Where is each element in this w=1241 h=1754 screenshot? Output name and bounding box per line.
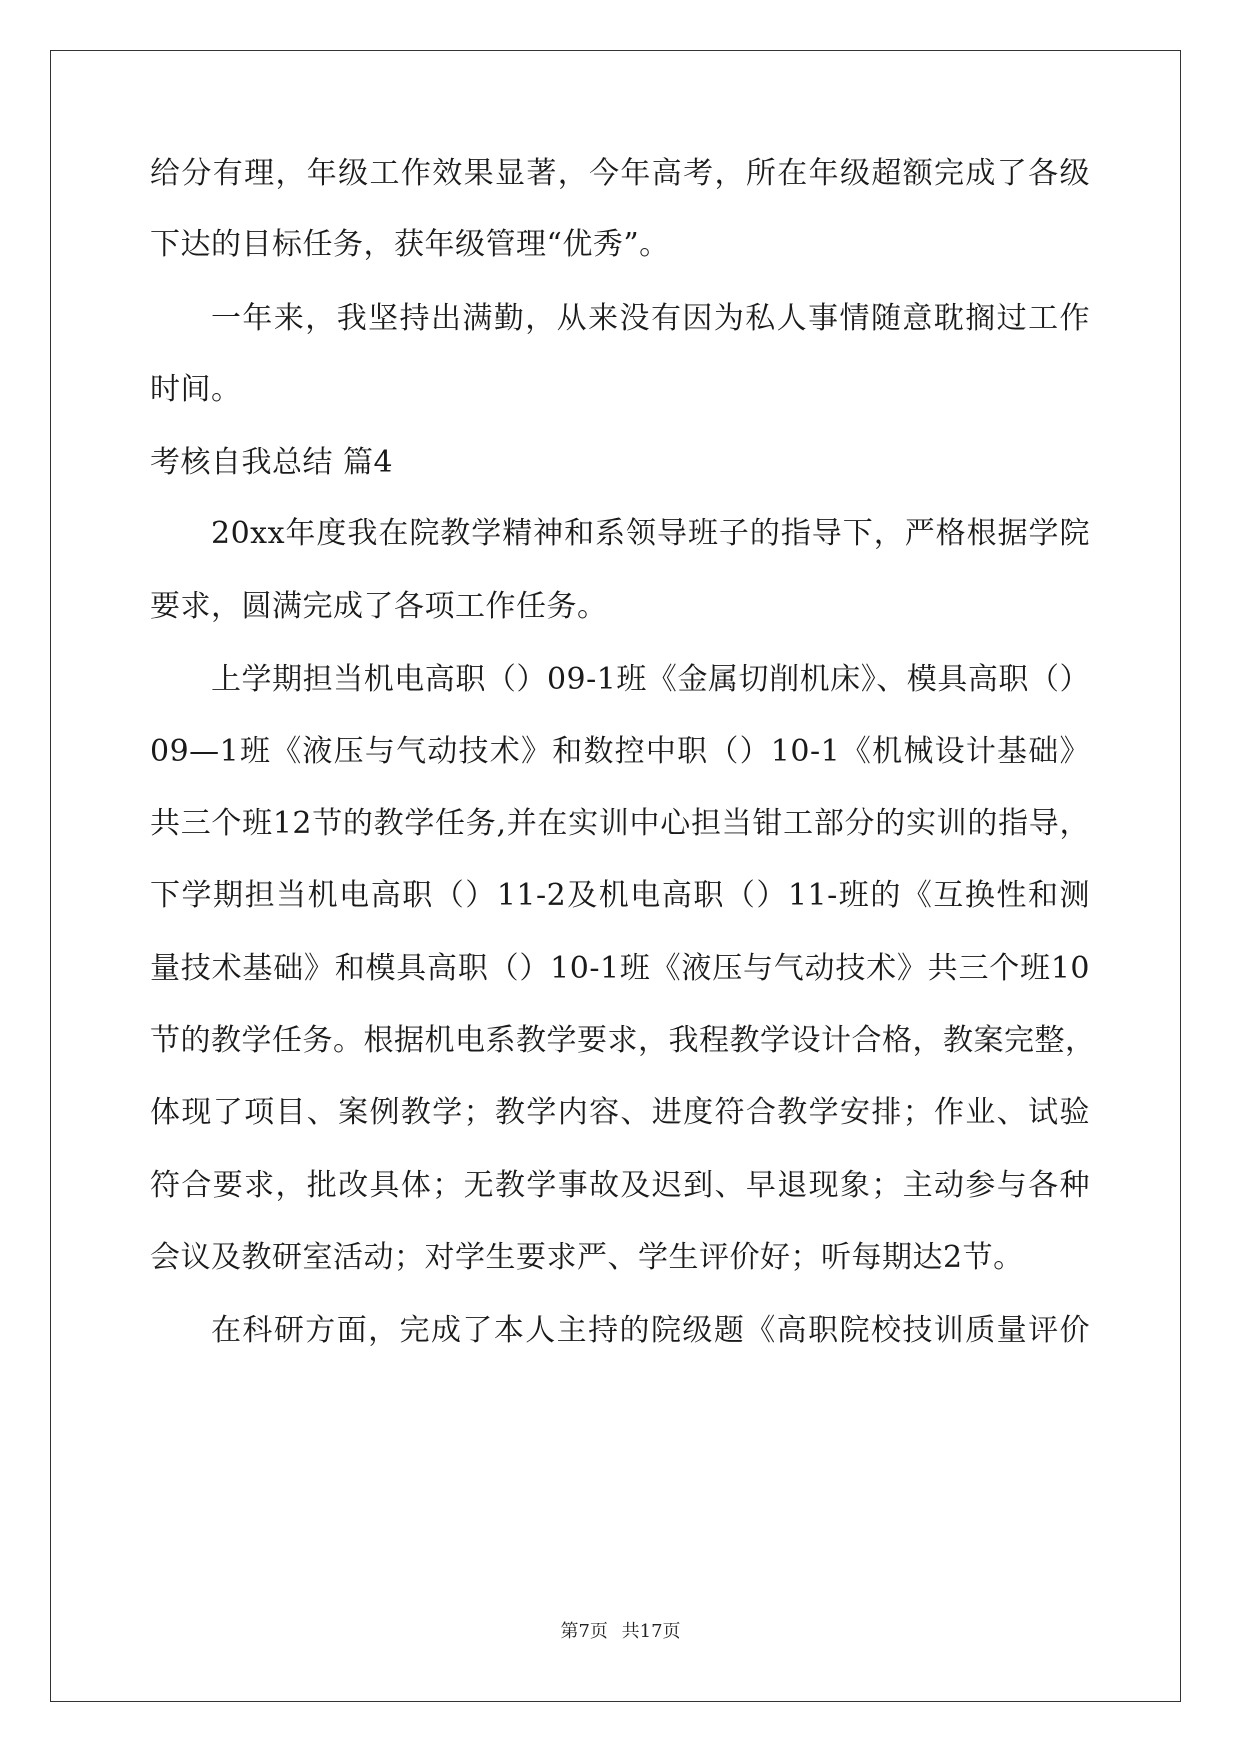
body-line-17: 在科研方面，完成了本人主持的院级题《高职院校技训质量评价 [211,1313,1090,1348]
body-line-8: 上学期担当机电高职（）09-1班《金属切削机床》、模具高职（） [211,662,1090,697]
body-line-14: 体现了项目、案例教学；教学内容、进度符合教学安排；作业、试验 [150,1095,1090,1130]
section-heading: 考核自我总结 篇4 [150,445,394,480]
body-line-13: 节的教学任务。根据机电系教学要求，我程教学设计合格，教案完整， [150,1023,1096,1058]
page-total: 共17页 [621,1621,681,1642]
body-line-10: 共三个班12节的教学任务,并在实训中心担当钳工部分的实训的指导， [150,806,1090,841]
body-line-2: 下达的目标任务，获年级管理“优秀”。 [150,227,670,262]
body-line-9: 09—1班《液压与气动技术》和数控中职（）10-1《机械设计基础》 [150,734,1090,769]
body-line-3: 一年来，我坚持出满勤，从来没有因为私人事情随意耽搁过工作 [211,301,1090,336]
body-line-16: 会议及教研室活动；对学生要求严、学生评价好；听每期达2节。 [150,1240,1024,1275]
page-number: 第7页 [560,1621,608,1642]
body-line-4: 时间。 [150,372,242,407]
body-line-1: 给分有理，年级工作效果显著，今年高考，所在年级超额完成了各级 [150,156,1090,191]
page-footer [0,1620,1241,1644]
body-line-6: 20xx年度我在院教学精神和系领导班子的指导下，严格根据学院 [211,516,1090,551]
body-line-11: 下学期担当机电高职（）11-2及机电高职（）11-班的《互换性和测 [150,878,1090,913]
body-line-15: 符合要求，批改具体；无教学事故及迟到、早退现象；主动参与各种 [150,1168,1090,1203]
body-line-7: 要求，圆满完成了各项工作任务。 [150,589,608,624]
body-line-12: 量技术基础》和模具高职（）10-1班《液压与气动技术》共三个班10 [150,951,1090,986]
